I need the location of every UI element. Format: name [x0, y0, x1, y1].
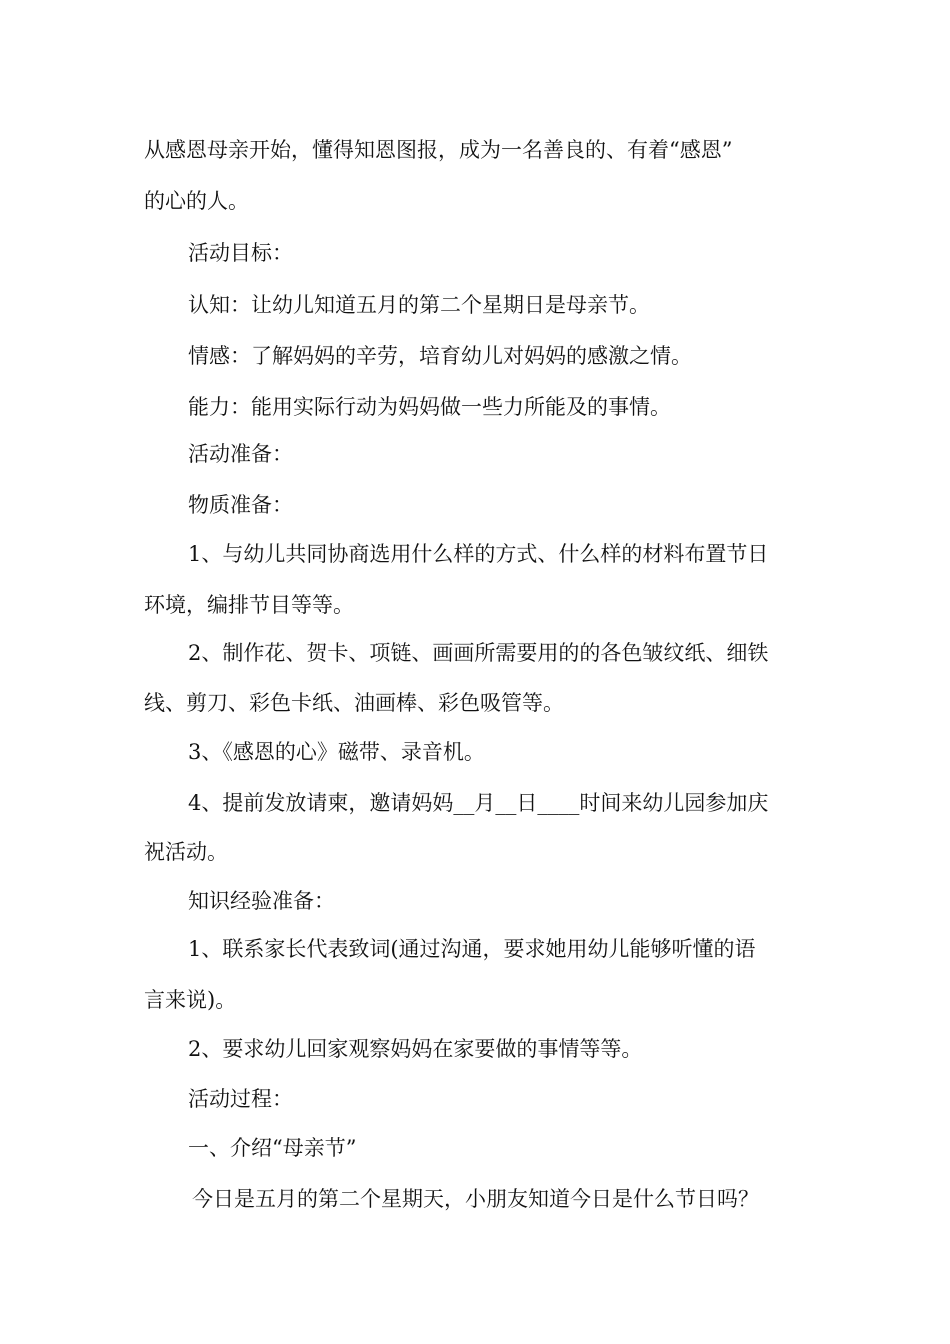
list-item: 1、与幼儿共同协商选用什么样的方式、什么样的材料布置节日 — [188, 542, 769, 566]
section-heading: 活动准备： — [188, 442, 293, 466]
subsection-heading: 一、介绍“母亲节” — [188, 1136, 357, 1160]
text-line: 今日是五月的第二个星期天，小朋友知道今日是什么节日吗？ — [192, 1187, 759, 1211]
text-line: 情感：了解妈妈的辛劳，培育幼儿对妈妈的感激之情。 — [188, 344, 692, 368]
text-line: 线、剪刀、彩色卡纸、油画棒、彩色吸管等。 — [144, 691, 564, 715]
text-line: 的心的人。 — [144, 189, 249, 213]
list-item: 3、《感恩的心》磁带、录音机。 — [188, 740, 485, 764]
text-line: 环境，编排节目等等。 — [144, 593, 354, 617]
text-line: 认知：让幼儿知道五月的第二个星期日是母亲节。 — [188, 293, 650, 317]
section-heading: 活动目标： — [188, 241, 293, 265]
list-item: 1、联系家长代表致词(通过沟通，要求她用幼儿能够听懂的语 — [188, 937, 756, 961]
list-item: 2、要求幼儿回家观察妈妈在家要做的事情等等。 — [188, 1037, 643, 1061]
text-line: 从感恩母亲开始，懂得知恩图报，成为一名善良的、有着“感恩” — [144, 138, 733, 162]
text-line: 祝活动。 — [144, 840, 228, 864]
list-item: 4、提前发放请柬，邀请妈妈__月__日____时间来幼儿园参加庆 — [188, 791, 769, 815]
subsection-heading: 物质准备： — [188, 493, 293, 517]
text-line: 能力：能用实际行动为妈妈做一些力所能及的事情。 — [188, 395, 671, 419]
text-line: 言来说)。 — [144, 988, 237, 1012]
section-heading: 活动过程： — [188, 1087, 293, 1111]
list-item: 2、制作花、贺卡、项链、画画所需要用的的各色皱纹纸、细铁 — [188, 641, 769, 665]
subsection-heading: 知识经验准备： — [188, 889, 335, 913]
